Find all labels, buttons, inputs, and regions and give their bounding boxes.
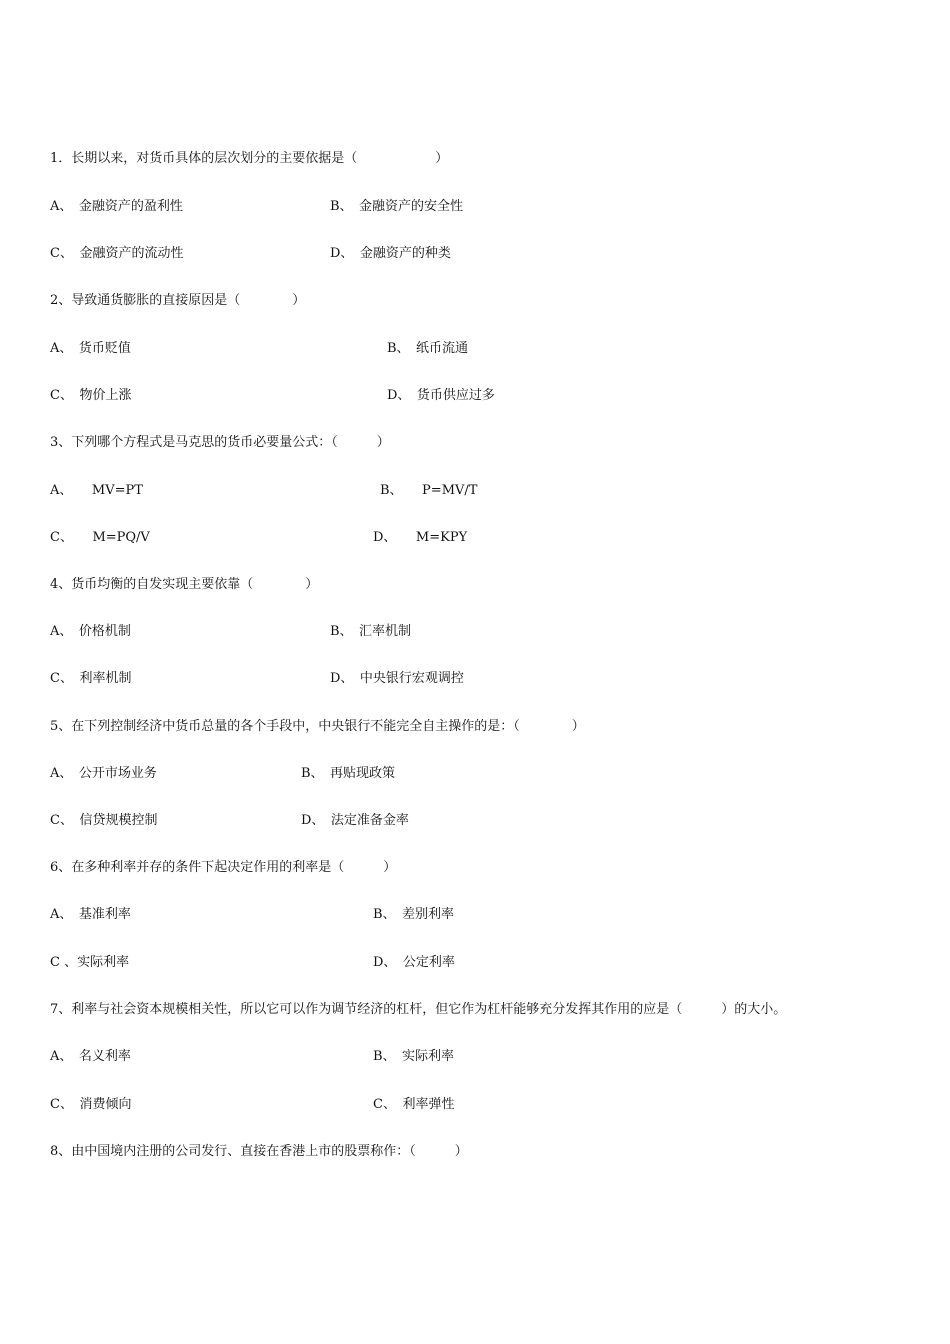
question-7-option-a: A、 名义利率 [50, 1049, 131, 1064]
question-4-option-b: B、 汇率机制 [330, 624, 412, 639]
question-8-stem: 8、由中国境内注册的公司发行、直接在香港上市的股票称作：（ ） [50, 1144, 468, 1159]
question-7-option-c: C、 消费倾向 [50, 1097, 132, 1112]
question-7-option-d: C、 利率弹性 [373, 1097, 455, 1112]
question-4-option-c: C、 利率机制 [50, 671, 132, 686]
question-1-option-d: D、 金融资产的种类 [330, 246, 451, 261]
question-6-option-d: D、 公定利率 [373, 955, 455, 970]
question-2-option-d: D、 货币供应过多 [387, 388, 495, 403]
question-1-option-c: C、 金融资产的流动性 [50, 246, 184, 261]
question-2-option-c: C、 物价上涨 [50, 388, 132, 403]
question-6-stem: 6、在多种利率并存的条件下起决定作用的利率是（ ） [50, 860, 397, 875]
question-2-option-b: B、 纸币流通 [387, 341, 469, 356]
question-3-option-c: C、 M=PQ/V [50, 530, 150, 545]
question-3-option-b: B、 P=MV/T [380, 483, 478, 498]
question-3-stem: 3、下列哪个方程式是马克思的货币必要量公式：（ ） [50, 435, 390, 450]
question-5-option-d: D、 法定准备金率 [301, 813, 409, 828]
question-1-stem: 1．长期以来，对货币具体的层次划分的主要依据是（ ） [50, 151, 449, 166]
question-1-option-b: B、 金融资产的安全性 [330, 199, 464, 214]
question-5-stem: 5、在下列控制经济中货币总量的各个手段中，中央银行不能完全自主操作的是：（ ） [50, 719, 585, 734]
question-2-option-a: A、 货币贬值 [50, 341, 131, 356]
question-6-option-c: C 、实际利率 [50, 955, 130, 970]
question-7-stem: 7、利率与社会资本规模相关性，所以它可以作为调节经济的杠杆，但它作为杠杆能够充分发挥其作用的应是（ ）的大小。 [50, 1002, 787, 1017]
question-6-option-b: B、 差别利率 [373, 907, 455, 922]
question-4-stem: 4、货币均衡的自发实现主要依靠（ ） [50, 577, 319, 592]
question-1-option-a: A、 金融资产的盈利性 [50, 199, 183, 214]
question-5-option-c: C、 信贷规模控制 [50, 813, 158, 828]
question-7-option-b: B、 实际利率 [373, 1049, 455, 1064]
question-4-option-d: D、 中央银行宏观调控 [330, 671, 464, 686]
question-5-option-b: B、 再贴现政策 [301, 766, 396, 781]
question-5-option-a: A、 公开市场业务 [50, 766, 157, 781]
question-2-stem: 2、导致通货膨胀的直接原因是（ ） [50, 293, 306, 308]
question-3-option-a: A、 MV=PT [50, 483, 143, 498]
question-4-option-a: A、 价格机制 [50, 624, 131, 639]
question-6-option-a: A、 基准利率 [50, 907, 131, 922]
question-3-option-d: D、 M=KPY [373, 530, 468, 545]
